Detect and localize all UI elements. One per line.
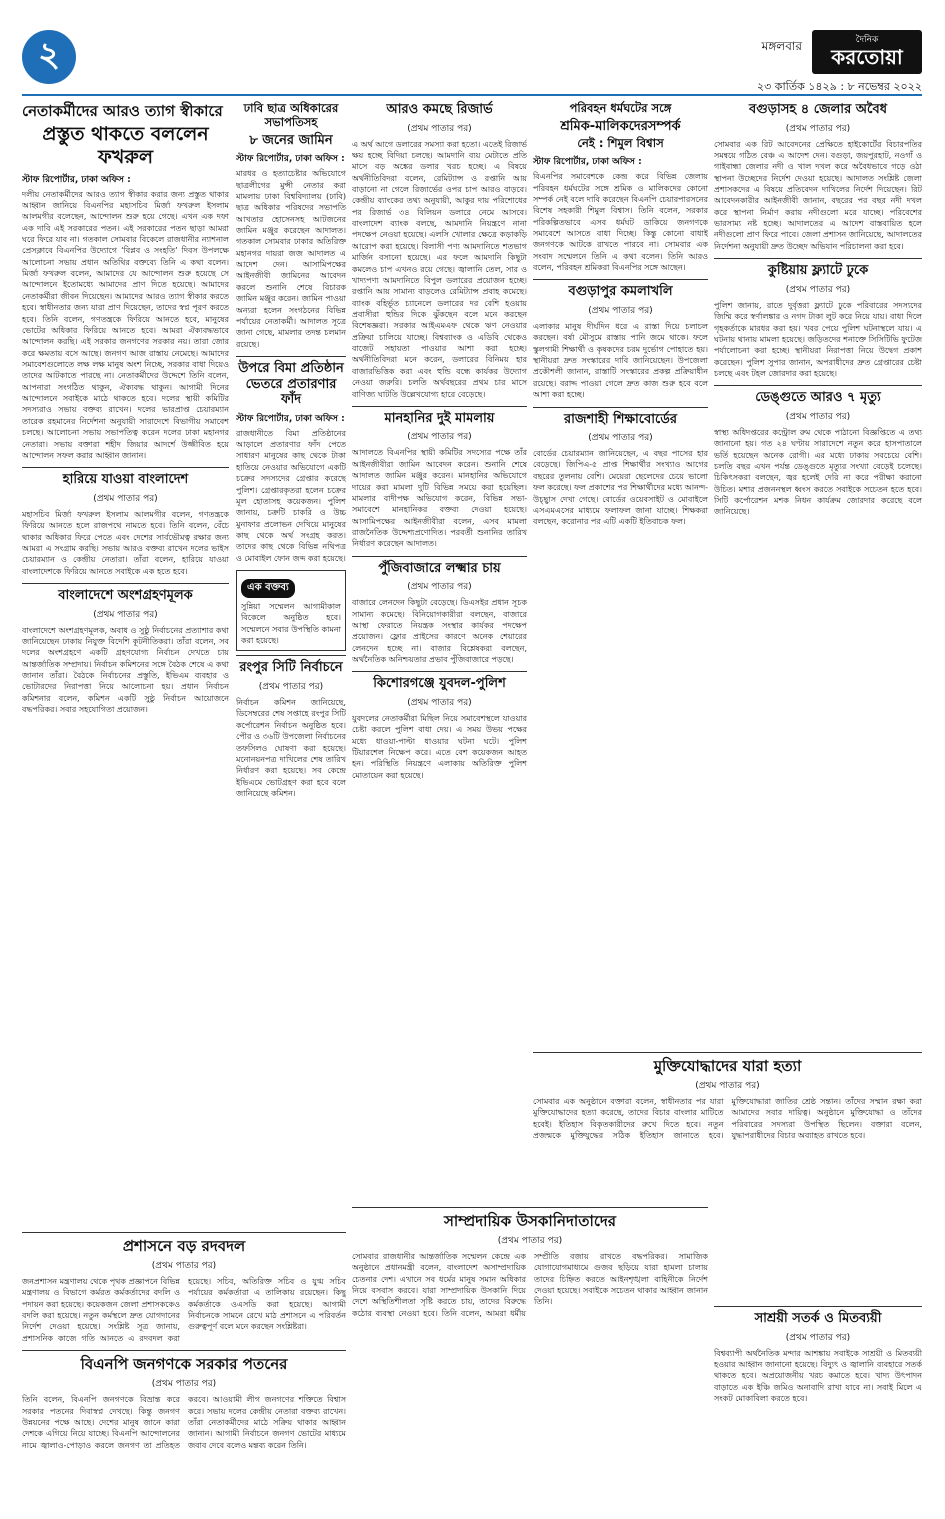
story-headline: সাশ্রয়ী সতর্ক ও মিতব্যয়ী — [754, 1311, 882, 1326]
date-line: ২৩ কার্তিক ১৪২৯ : ৮ নভেম্বর ২০২২ — [757, 80, 922, 93]
divider — [714, 258, 922, 259]
column-2 — [236, 100, 346, 1220]
story-headline: বগুড়াপুর কমলাখলি — [568, 284, 673, 300]
story-headline: রংপুর সিটি নির্বাচনে — [239, 660, 343, 676]
story-body: রাজধানীতে বিমা প্রতিষ্ঠানের আড়ালে প্রতারণার ফাঁদ পেতে সাধারণ মানুষের কাছ থেকে টাকা হাতিয়ে নেওয়ার অভিযোগে একটি চক্রের সদস্যদের গ্রেপ্তার করেছে পুলিশ। গ্রেপ্তারকৃতরা হলেন চক্রের মূল হোতাসহ কয়েকজন। পুলিশ জানায়, চক্রটি চাকরি ও উচ্চ মুনাফার প্রলোভন দেখিয়ে মানুষের কাছ থেকে অর্থ সংগ্রহ করত। তাদের কাছ থেকে বিভিন্ন নথিপত্র ও মোবাইল ফোন জব্দ করা হয়েছে। — [236, 428, 346, 563]
divider — [22, 1232, 346, 1233]
story-byline: স্টাফ রিপোর্টার, ঢাকা অফিস : — [236, 413, 345, 424]
brief-badge: এক বক্তব্য — [241, 579, 295, 598]
column-4 — [533, 100, 708, 1040]
continuation-note: (প্রথম পাতার পর) — [785, 411, 851, 422]
weekday: মঙ্গলবার — [761, 39, 802, 53]
masthead-tag: দৈনিক — [855, 35, 879, 45]
story-body: বিএনপির সমাবেশকে কেন্দ্র করে বিভিন্ন জেলায় পরিবহন ধর্মঘটের সঙ্গে শ্রমিক ও মালিকদের কোনো সম্পর্ক নেই বলে দাবি করেছেন বিএনপি চেয়ারপারসনের বিশেষ সহকারী শিমুল বিশ্বাস। তিনি বলেন, সরকার পরিকল্পিতভাবে এসব ধর্মঘট ডাকিয়ে জনগণকে সমাবেশে আসতে বাধা দিচ্ছে। কিন্তু কোনো বাধাই জনগণকে আটকে রাখতে পারবে না। সোমবার এক সংবাদ সম্মেলনে তিনি এ কথা বলেন। তিনি আরও বলেন, পরিবহন শ্রমিকরা বিএনপির সঙ্গে আছেন। — [533, 172, 708, 273]
story-headline: বগুড়াসহ ৪ জেলার অবৈধ — [749, 102, 887, 117]
story-kicker: পরিবহন ধর্মঘটের সঙ্গে — [569, 101, 672, 115]
story-body: জনপ্রশাসন মন্ত্রণালয় থেকে পৃথক প্রজ্ঞাপনে বিভিন্ন মন্ত্রণালয় ও বিভাগে কর্মরত কর্মকর্তাদের বদলি ও পদায়ন করা হয়েছে। কয়েকজন জেলা প্রশাসককেও বদলি করা হয়েছে। নতুন কর্মস্থলে দ্রুত যোগদানের নির্দেশ দেওয়া হয়েছে। সংশ্লিষ্ট সূত্র জানায়, প্রশাসনিক কাজে গতি আনতে এ রদবদল করা হয়েছে। সচিব, অতিরিক্ত সচিব ও যুগ্ম সচিব পর্যায়ের কর্মকর্তারা এ তালিকায় রয়েছেন। কিছু কর্মকর্তাকে ওএসডি করা হয়েছে। আগামী নির্বাচনকে সামনে রেখে মাঠ প্রশাসনে এ পরিবর্তন গুরুত্বপূর্ণ বলে মনে করছেন সংশ্লিষ্টরা। — [22, 1277, 346, 1343]
divider — [22, 583, 229, 584]
story-headline: বিএনপি জনগণকে সরকার পতনের — [80, 1355, 288, 1374]
story-block-communal — [352, 1203, 708, 1508]
continuation-note: (প্রথম পাতার পর) — [93, 609, 158, 620]
story-headline: ৮ জনের জামিন — [249, 132, 333, 148]
divider — [352, 671, 527, 672]
continuation-note: (প্রথম পাতার পর) — [588, 306, 653, 317]
story-headline: আরও কমছে রিজার্ভ — [386, 102, 493, 117]
column-3 — [352, 100, 527, 1198]
divider — [714, 1306, 922, 1307]
divider — [714, 385, 922, 386]
divider — [352, 1207, 708, 1208]
continuation-note: (প্রথম পাতার পর) — [785, 284, 851, 295]
divider — [236, 356, 346, 357]
story-body: সোমবার এক রিট আবেদনের প্রেক্ষিতে হাইকোর্টের বিচারপতির সমন্বয়ে গঠিত বেঞ্চ এ আদেশ দেন। বগুড়া, জয়পুরহাট, নওগাঁ ও গাইবান্ধা জেলার নদী ও খাল দখল করে অবৈধভাবে গড়ে ওঠা স্থাপনা উচ্ছেদের নির্দেশ দেওয়া হয়েছে। আদালত সংশ্লিষ্ট জেলা প্রশাসকদের এ বিষয়ে প্রতিবেদন দাখিলের নির্দেশ দিয়েছেন। রিট আবেদনকারীর আইনজীবী জানান, বছরের পর বছর নদী দখল করে স্থাপনা নির্মাণ করায় নদীগুলো মরে যাচ্ছে। পরিবেশের ভারসাম্য নষ্ট হচ্ছে। আদালতের এ আদেশ বাস্তবায়িত হলে নদীগুলো প্রাণ ফিরে পাবে। জেলা প্রশাসন জানিয়েছে, আদালতের নির্দেশনা অনুযায়ী দ্রুত উচ্ছেদ অভিযান পরিচালনা করা হবে। — [714, 139, 922, 251]
story-body: যুবদলের নেতাকর্মীরা মিছিল নিয়ে সমাবেশস্থলে যাওয়ার চেষ্টা করলে পুলিশ বাধা দেয়। এ সময় উভয় পক্ষের মধ্যে ধাওয়া-পাল্টা ধাওয়ার ঘটনা ঘটে। পুলিশ টিয়ারশেল নিক্ষেপ করে। এতে বেশ কয়েকজন আহত হন। পরিস্থিতি নিয়ন্ত্রণে এলাকায় অতিরিক্ত পুলিশ মোতায়েন করা হয়েছে। — [352, 714, 527, 780]
continuation-note: (প্রথম পাতার পর) — [785, 1332, 851, 1343]
story-byline: স্টাফ রিপোর্টার, ঢাকা অফিস : — [533, 157, 642, 168]
continuation-note: (প্রথম পাতার পর) — [588, 433, 653, 444]
continuation-note: (প্রথম পাতার পর) — [151, 1261, 217, 1271]
brief-body: সুন্নিয়া সম্মেলন আগামীকাল বিকেলে অনুষ্ঠিত হবে। সম্মেলনে সবার উপস্থিতি কামনা করা হয়েছে। — [241, 602, 341, 646]
story-body: বাজারে লেনদেন কিছুটা বেড়েছে। ডিএসইর প্রধান সূচক সামান্য কমেছে। বিনিয়োগকারীরা বলছেন, বাজারে আস্থা ফেরাতে নিয়ন্ত্রক সংস্থার কার্যকর পদক্ষেপ প্রয়োজন। ফ্লোর প্রাইসের কারণে অনেক শেয়ারের লেনদেন হচ্ছে না। বাজার বিশ্লেষকরা বলছেন, অর্থনৈতিক অনিশ্চয়তার প্রভাব পুঁজিবাজারে পড়ছে। — [352, 598, 527, 665]
story-body: মহাসচিব মির্জা ফখরুল ইসলাম আলমগীর বলেন, গণতন্ত্রকে ফিরিয়ে আনতে হলে রাজপথে নামতে হবে। তিনি বলেন, বেঁচে থাকার অধিকার ফিরে পেতে এবং দেশের সার্বভৌমত্ব রক্ষার জন্য আমরা এ সংগ্রাম করছি। সভায় আরও বক্তব্য রাখেন দলের ভাইস চেয়ারম্যান ও কেন্দ্রীয় নেতারা। তাঁরা বলেন, হারিয়ে যাওয়া বাংলাদেশকে ফিরিয়ে আনতে সবাইকে এক হতে হবে। — [22, 509, 229, 576]
divider — [352, 406, 527, 407]
masthead-block — [622, 30, 922, 93]
lead-body: দলীয় নেতাকর্মীদের আরও ত্যাগ স্বীকার করার জন্য প্রস্তুত থাকার আহ্বান জানিয়ে বিএনপির মহাসচিব মির্জা ফখরুল ইসলাম আলমগীর বলেছেন, আন্দোলন শুরু হয়ে গেছে। এখন এক দফা এক দাবি এই সরকারের পতন। এই সরকারের পতন ছাড়া আমরা ঘরে ফিরে যাব না। গতকাল সোমবার বিকেলে রাজধানীর ন্যাশনাল প্রেসক্লাবে বিএনপির উদ্যোগে ‘বিপ্লব ও সংহতি’ দিবস উপলক্ষে আলোচনা সভায় প্রধান অতিথির বক্তব্যে তিনি এ কথা বলেন। মির্জা ফখরুল বলেন, আমাদের যে আন্দোলন শুরু হয়েছে সে আন্দোলনে ইতোমধ্যে আমাদের প্রাণ দিতে হয়েছে। আমাদের নেতাকর্মীরা জীবন দিয়েছেন। আমাদের আরও ত্যাগ স্বীকার করতে হবে। স্বাধীনতার জন্য যারা প্রাণ দিয়েছেন, তাদের স্বপ্ন পূরণ করতে হবে। তিনি বলেন, গণতন্ত্রকে ফিরিয়ে আনতে হবে, মানুষের ভোটের অধিকার ফিরিয়ে আনতে হবে। আমরা ঐক্যবদ্ধভাবে আন্দোলন করছি। এই সরকার জনগণের সরকার নয়। তারা জোর করে ক্ষমতায় বসে আছে। জনগণ আজ রাস্তায় নেমেছে। আমাদের সমাবেশগুলোতে লক্ষ লক্ষ মানুষ অংশ নিচ্ছে, সরকার বাধা দিয়েও তাদের আটকাতে পারছে না। নেতাকর্মীদের উদ্দেশে তিনি বলেন, আপনারা সংগঠিত থাকুন, ঐক্যবদ্ধ থাকুন। আগামী দিনের আন্দোলনে সবাইকে মাঠে থাকতে হবে। দলের স্থায়ী কমিটির সদস্যরাও সভায় বক্তব্য রাখেন। দলের ভারপ্রাপ্ত চেয়ারম্যান তারেক রহমানের নির্দেশনা অনুযায়ী সারাদেশে বিভাগীয় সমাবেশ চলছে। আলোচনা সভায় সভাপতিত্ব করেন দলের ঢাকা মহানগর নেতারা। সভায় বক্তারা শহীদ জিয়ার আদর্শে উজ্জীবিত হয়ে আন্দোলন সফল করার আহ্বান জানান। — [22, 189, 229, 460]
brief-box — [236, 570, 346, 651]
lead-byline: স্টাফ রিপোর্টার, ঢাকা অফিস : — [22, 174, 131, 185]
continuation-note: (প্রথম পাতার পর) — [407, 582, 472, 593]
page-number-badge: ২ — [22, 30, 76, 84]
divider — [533, 1052, 922, 1053]
column-1 — [22, 100, 229, 1220]
divider — [352, 556, 527, 557]
story-block-austerity — [714, 1302, 922, 1508]
story-block-admin-reshuffle — [22, 1228, 346, 1508]
divider — [533, 279, 708, 280]
continuation-note: (প্রথম পাতার পর) — [785, 123, 851, 134]
page-header — [22, 30, 922, 93]
story-body: বিশ্বব্যাপী অর্থনৈতিক মন্দার আশঙ্কায় সবাইকে সাশ্রয়ী ও মিতব্যয়ী হওয়ার আহ্বান জানানো হয়েছে। বিদ্যুৎ ও জ্বালানি ব্যবহারে সতর্ক থাকতে হবে। অপ্রয়োজনীয় খরচ কমাতে হবে। খাদ্য উৎপাদন বাড়াতে এক ইঞ্চি জমিও অনাবাদি রাখা যাবে না। সবাই মিলে এ সংকট মোকাবিলা করতে হবে। — [714, 1348, 922, 1404]
story-headline: কিশোরগঞ্জে যুবদল-পুলিশ — [373, 676, 506, 692]
story-headline: পুঁজিবাজারে লক্ষ্মার চায় — [378, 560, 501, 576]
continuation-note: (প্রথম পাতার পর) — [258, 682, 324, 693]
story-subheadline: নেই : শিমুল বিশ্বাস — [577, 136, 664, 151]
story-body: এলাকার মানুষ দীর্ঘদিন ধরে এ রাস্তা দিয়ে চলাচল করছেন। বর্ষা মৌসুমে রাস্তায় পানি জমে থাকে। ফলে স্কুলগামী শিক্ষার্থী ও কৃষকদের চরম দুর্ভোগ পোহাতে হয়। স্থানীয়রা দ্রুত সংস্কারের দাবি জানিয়েছেন। উপজেলা প্রকৌশলী জানান, রাস্তাটি সংস্কারের প্রকল্প প্রক্রিয়াধীন রয়েছে। বরাদ্দ পাওয়া গেলে দ্রুত কাজ শুরু হবে বলে আশা করা হচ্ছে। — [533, 322, 708, 400]
story-body: বাংলাদেশে অংশগ্রহণমূলক, অবাধ ও সুষ্ঠু নির্বাচনের প্রত্যাশার কথা জানিয়েছেন ঢাকায় নিযুক্ত বিদেশি কূটনীতিকরা। তাঁরা বলেন, সব দলের অংশগ্রহণে একটি গ্রহণযোগ্য নির্বাচন দেখতে চায় আন্তর্জাতিক সম্প্রদায়। নির্বাচন কমিশনের সঙ্গে বৈঠক শেষে এ কথা জানান তাঁরা। বৈঠকে নির্বাচনের প্রস্তুতি, ইভিএম ব্যবহার ও ভোটারদের নিরাপত্তা নিয়ে আলোচনা হয়। প্রধান নির্বাচন কমিশনার বলেন, কমিশন একটি সুষ্ঠু নির্বাচন আয়োজনে বদ্ধপরিকর। সবার সহযোগিতা প্রয়োজন। — [22, 625, 229, 715]
story-body: তিনি বলেন, বিএনপি জনগণকে বিভ্রান্ত করে সরকার পতনের দিবাস্বপ্ন দেখছে। কিন্তু জনগণ উন্নয়নের পক্ষে আছে। দেশের মানুষ জানে কারা দেশকে এগিয়ে নিয়ে যাচ্ছে। বিএনপি আন্দোলনের নামে জ্বালাও-পোড়াও করলে জনগণ তা প্রতিহত করবে। আওয়ামী লীগ জনগণের শক্তিতে বিশ্বাস করে। সভায় দলের কেন্দ্রীয় নেতারা বক্তব্য রাখেন। তাঁরা নেতাকর্মীদের মাঠে সক্রিয় থাকার আহ্বান জানান। আগামী নির্বাচনে জনগণ ভোটের মাধ্যমে জবাব দেবে বলেও মন্তব্য করেন তিনি। — [22, 1395, 346, 1450]
divider — [22, 1350, 346, 1351]
story-headline: মানহানির দুই মামলায় — [384, 410, 495, 426]
divider — [22, 467, 229, 468]
story-byline: স্টাফ রিপোর্টার, ঢাকা অফিস : — [236, 154, 345, 165]
story-headline: সাম্প্রদায়িক উসকানিদাতাদের — [444, 1212, 616, 1230]
masthead-name: করতোয়া — [831, 45, 903, 69]
story-body: পুলিশ জানায়, রাতে দুর্বৃত্তরা ফ্ল্যাটে ঢুকে পরিবারের সদস্যদের জিম্মি করে স্বর্ণালঙ্কার ও নগদ টাকা লুট করে নিয়ে যায়। বাধা দিলে গৃহকর্তাকে মারধর করা হয়। খবর পেয়ে পুলিশ ঘটনাস্থলে যায়। এ ঘটনায় থানায় মামলা হয়েছে। জড়িতদের শনাক্তে সিসিটিভি ফুটেজ পর্যালোচনা করা হচ্ছে। স্থানীয়রা নিরাপত্তা নিয়ে উদ্বেগ প্রকাশ করেছেন। পুলিশ সুপার জানান, অপরাধীদের দ্রুত গ্রেপ্তারের চেষ্টা চলছে এবং টহল জোরদার করা হয়েছে। — [714, 300, 922, 378]
continuation-note: (প্রথম পাতার পর) — [151, 1379, 217, 1390]
story-headline: মুক্তিযোদ্ধাদের যারা হত্যা — [653, 1057, 802, 1075]
header-rule — [22, 94, 922, 96]
story-body: সোমবার এক অনুষ্ঠানে বক্তারা বলেন, স্বাধীনতার পর যারা মুক্তিযোদ্ধাদের হত্যা করেছে, তাদের বিচার বাংলার মাটিতে হবেই। ইতিহাস বিকৃতকারীদের রুখে দিতে হবে। নতুন প্রজন্মকে মুক্তিযুদ্ধের সঠিক ইতিহাস জানাতে হবে। মুক্তিযোদ্ধারা জাতির শ্রেষ্ঠ সন্তান। তাঁদের সম্মান রক্ষা করা আমাদের সবার দায়িত্ব। অনুষ্ঠানে মুক্তিযোদ্ধা ও তাঁদের পরিবারের সদস্যরা উপস্থিত ছিলেন। বক্তারা বলেন, যুদ্ধাপরাধীদের বিচার অব্যাহত রাখতে হবে। — [533, 1097, 922, 1141]
story-headline: প্রশাসনে বড় রদবদল — [122, 1237, 246, 1255]
story-headline: রাজশাহী শিক্ষাবোর্ডের — [564, 411, 677, 427]
story-headline: ডেঙ্গুতে আরও ৭ মৃত্যু — [755, 390, 881, 406]
lead-kicker: নেতাকর্মীদের আরও ত্যাগ স্বীকারে — [22, 102, 223, 120]
story-body: মারধর ও হত্যাচেষ্টার অভিযোগে ছাত্রলীগের মুন্সী নেতার করা মামলায় ঢাকা বিশ্ববিদ্যালয় (ঢাবি) ছাত্র অধিকার পরিষদের সভাপতি আখতার হোসেনসহ আটজনের জামিন মঞ্জুর করেছেন আদালত। গতকাল সোমবার ঢাকার অতিরিক্ত মহানগর দায়রা জজ আদালত এ আদেশ দেন। আসামিপক্ষের আইনজীবী জামিনের আবেদন করলে শুনানি শেষে বিচারক জামিন মঞ্জুর করেন। জামিন পাওয়া অন্যরা হলেন সংগঠনের বিভিন্ন পর্যায়ের নেতাকর্মী। আদালত সূত্রে জানা গেছে, মামলার তদন্ত চলমান রয়েছে। — [236, 169, 346, 349]
divider — [533, 407, 708, 408]
story-block-freedom-fighters — [533, 1048, 922, 1198]
story-headline: শ্রমিক-মালিকদেরসম্পর্ক — [560, 118, 681, 134]
masthead-logo — [812, 30, 922, 74]
continuation-note: (প্রথম পাতার পর) — [407, 432, 472, 443]
story-body: স্বাস্থ্য অধিদপ্তরের কন্ট্রোল রুম থেকে পাঠানো বিজ্ঞপ্তিতে এ তথ্য জানানো হয়। গত ২৪ ঘণ্টায় সারাদেশে নতুন করে হাসপাতালে ভর্তি হয়েছেন অনেক রোগী। এর মধ্যে ঢাকায় সবচেয়ে বেশি। চলতি বছর এখন পর্যন্ত ডেঙ্গুতে মৃত্যুর সংখ্যা বেড়েই চলেছে। চিকিৎসকরা বলছেন, জ্বর হলেই দেরি না করে পরীক্ষা করানো উচিত। মশার প্রজননস্থল ধ্বংস করতে সবাইকে সচেতন হতে হবে। সিটি কর্পোরেশন মশক নিধন কার্যক্রম জোরদার করেছে বলে জানিয়েছে। — [714, 427, 922, 517]
story-kicker: ঢাবি ছাত্র অধিকারের সভাপতিসহ — [243, 101, 339, 129]
story-headline: উপরে বিমা প্রতিষ্ঠান ভেতরে প্রতারণার ফাঁদ — [238, 360, 344, 408]
story-headline: বাংলাদেশে অংশগ্রহণমূলক — [58, 587, 193, 603]
story-body: এ অর্থ আগে ডলারের সমস্যা করা হতো। এতেই রিজার্ভ ক্ষয় হচ্ছে বিদিয়া চলছে। আমদানি ব্যয় মেটাতে প্রতি মাসে বড় অঙ্কের ডলার খরচ হচ্ছে। এ বিষয়ে অর্থনীতিবিদরা বলেন, রেমিট্যান্স ও রপ্তানি আয় বাড়ানো না গেলে রিজার্ভের ওপর চাপ আরও বাড়বে। কেন্দ্রীয় ব্যাংকের তথ্য অনুযায়ী, আকুর দায় পরিশোধের পর রিজার্ভ ৩৪ বিলিয়ন ডলারে নেমে আসবে। বাংলাদেশ ব্যাংক বলছে, আমদানি নিয়ন্ত্রণে নানা পদক্ষেপ নেওয়া হয়েছে। এলসি খোলার ক্ষেত্রে কড়াকড়ি আরোপ করা হয়েছে। বিলাসী পণ্য আমদানিতে শতভাগ মার্জিন বসানো হয়েছে। এর ফলে আমদানি কিছুটা কমলেও চাপ এখনও রয়ে গেছে। জ্বালানি তেল, সার ও খাদ্যপণ্য আমদানিতে বিপুল ডলারের প্রয়োজন হচ্ছে। রপ্তানি আয় সামান্য বাড়লেও রেমিট্যান্স প্রবাহ কমেছে। ব্যাংক বহির্ভূত চ্যানেলে ডলারের দর বেশি হওয়ায় প্রবাসীরা হুন্ডির দিকে ঝুঁকছেন বলে মনে করছেন বিশেষজ্ঞরা। সরকার আইএমএফ থেকে ঋণ নেওয়ার প্রক্রিয়া চালিয়ে যাচ্ছে। বিশ্বব্যাংক ও এডিবি থেকেও বাজেট সহায়তা পাওয়ার আশা করা হচ্ছে। অর্থনীতিবিদরা মনে করেন, ডলারের বিনিময় হার বাজারভিত্তিক করা এবং হুন্ডি বন্ধে কার্যকর উদ্যোগ নেওয়া জরুরি। চলতি অর্থবছরের প্রথম চার মাসে বাণিজ্য ঘাটতি উল্লেখযোগ্য হারে বেড়েছে। — [352, 139, 527, 399]
continuation-note: (প্রথম পাতার পর) — [497, 1236, 563, 1246]
divider — [236, 655, 346, 656]
continuation-note: (প্রথম পাতার পর) — [407, 698, 472, 709]
story-body: বোর্ডের চেয়ারম্যান জানিয়েছেন, এ বছর পাসের হার বেড়েছে। জিপিএ-৫ প্রাপ্ত শিক্ষার্থীর সংখ্যাও আগের বছরের তুলনায় বেশি। মেয়েরা ছেলেদের চেয়ে ভালো ফল করেছে। ফল প্রকাশের পর শিক্ষার্থীদের মধ্যে আনন্দ-উচ্ছ্বাস দেখা গেছে। বোর্ডের ওয়েবসাইট ও মোবাইলে এসএমএসের মাধ্যমে ফলাফল জানা যাচ্ছে। শিক্ষকরা বলছেন, করোনার পর এটি একটি ইতিবাচক ফল। — [533, 449, 708, 527]
story-body: সোমবার রাজধানীর আন্তর্জাতিক সম্মেলন কেন্দ্রে এক অনুষ্ঠানে প্রধানমন্ত্রী বলেন, বাংলাদেশ অসাম্প্রদায়িক চেতনার দেশ। এখানে সব ধর্মের মানুষ সমান অধিকার নিয়ে বসবাস করবে। যারা সাম্প্রদায়িক উসকানি দিয়ে দেশে অস্থিতিশীলতা সৃষ্টি করতে চায়, তাদের বিরুদ্ধে কঠোর ব্যবস্থা নেওয়া হবে। তিনি বলেন, আমরা ধর্মীয় সম্প্রীতি বজায় রাখতে বদ্ধপরিকর। সামাজিক যোগাযোগমাধ্যমে গুজব ছড়িয়ে যারা হামলা চালায় তাদের চিহ্নিত করতে আইনশৃঙ্খলা বাহিনীকে নির্দেশ দেওয়া হয়েছে। সবাইকে সচেতন থাকার আহ্বান জানান তিনি। — [352, 1252, 708, 1318]
story-headline: কুষ্টিয়ায় ফ্ল্যাটে ঢুকে — [767, 263, 869, 279]
story-headline: হারিয়ে যাওয়া বাংলাদেশ — [62, 472, 189, 488]
story-body: নির্বাচন কমিশন জানিয়েছে, ডিসেম্বরের শেষ সপ্তাহে রংপুর সিটি কর্পোরেশন নির্বাচন অনুষ্ঠিত হবে। পৌর ও ৩৬টি উপজেলা নির্বাচনের তফসিলও ঘোষণা করা হয়েছে। মনোনয়নপত্র দাখিলের শেষ তারিখ নির্ধারণ করা হয়েছে। সব কেন্দ্রে ইভিএমে ভোটগ্রহণ করা হবে বলে জানিয়েছে কমিশন। — [236, 698, 346, 798]
continuation-note: (প্রথম পাতার পর) — [695, 1081, 760, 1091]
continuation-note: (প্রথম পাতার পর) — [93, 493, 158, 504]
continuation-note: (প্রথম পাতার পর) — [407, 123, 472, 134]
story-body: আদালতে বিএনপির স্থায়ী কমিটির সদস্যের পক্ষে তাঁর আইনজীবীরা জামিন আবেদন করেন। শুনানি শেষে আদালত জামিন মঞ্জুর করেন। মানহানির অভিযোগে দায়ের করা মামলা দুটি বিভিন্ন সময়ে করা হয়েছিল। মামলার বাদীপক্ষ অভিযোগ করেন, বিভিন্ন সভা-সমাবেশে মানহানিকর বক্তব্য দেওয়া হয়েছে। আসামিপক্ষের আইনজীবীরা বলেন, এসব মামলা রাজনৈতিক উদ্দেশ্যপ্রণোদিত। পরবর্তী শুনানির তারিখ নির্ধারণ করেছেন আদালত। — [352, 448, 527, 549]
column-5 — [714, 100, 922, 1040]
lead-headline: প্রস্তুত থাকতে বললেন ফখরুল — [42, 123, 209, 168]
